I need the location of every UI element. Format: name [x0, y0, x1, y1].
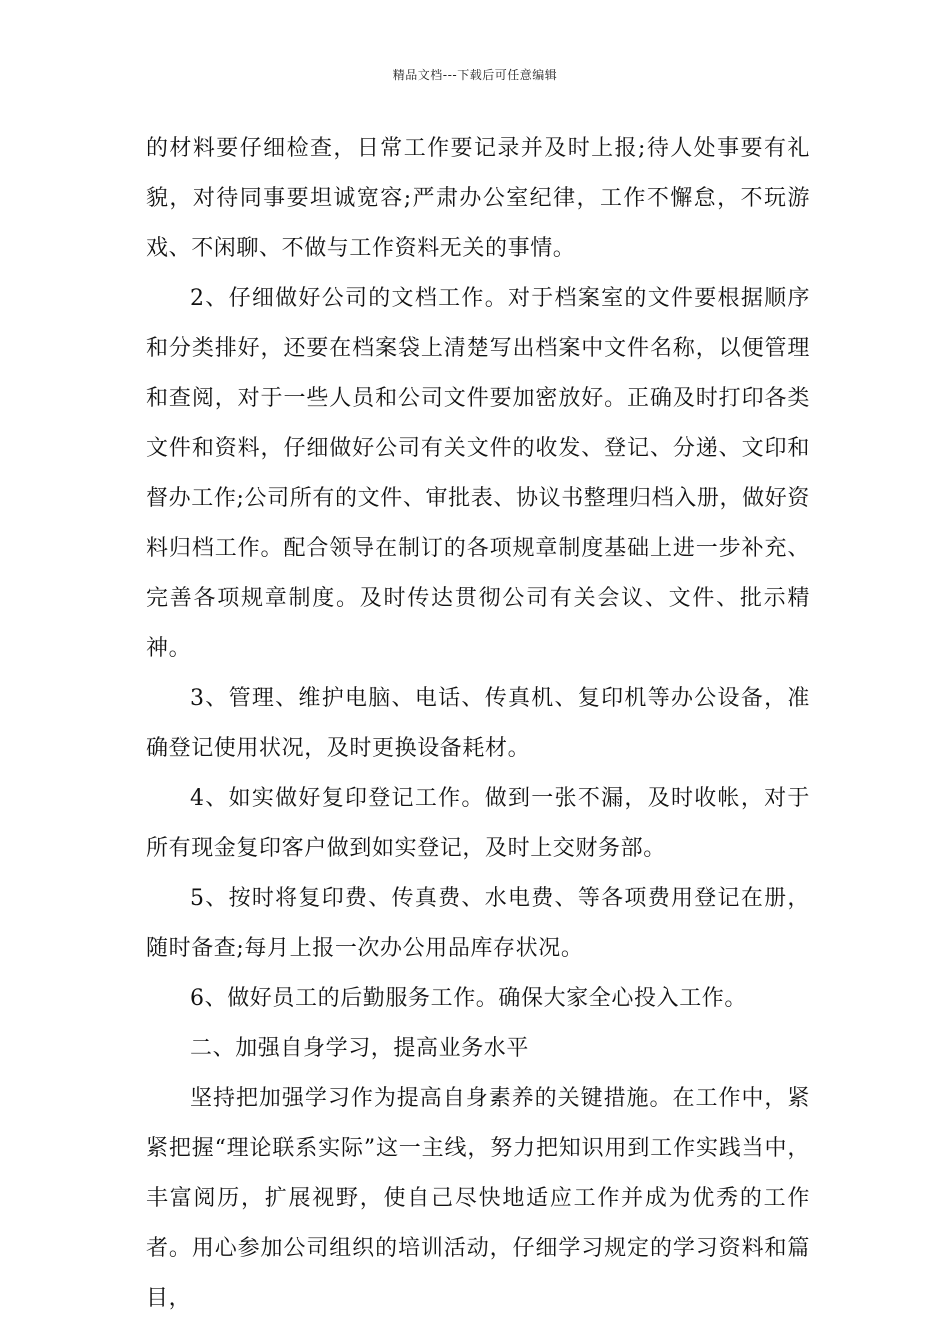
paragraph-item-2: 2、仔细做好公司的文档工作。对于档案室的文件要根据顺序和分类排好，还要在档案袋上清楚写出档案中文件名称，以便管理和查阅，对于一些人员和公司文件要加密放好。正确及时打印各类文件和资料，仔细做好公司有关文件的收发、登记、分递、文印和督办工作;公司所有的文件、审批表、协议书整理归档入册，做好资料归档工作。配合领导在制订的各项规章制度基础上进一步补充、完善各项规章制度。及时传达贯彻公司有关会议、文件、批示精神。 [146, 286, 810, 661]
paragraph-continuation: 的材料要仔细检查，日常工作要记录并及时上报;待人处事要有礼貌，对待同事要坦诚宽容;严肃办公室纪律，工作不懈怠，不玩游戏、不闲聊、不做与工作资料无关的事情。 [146, 136, 810, 261]
paragraph-item-5: 5、按时将复印费、传真费、水电费、等各项费用登记在册，随时备查;每月上报一次办公用品库存状况。 [146, 886, 810, 961]
paragraph-item-6: 6、做好员工的后勤服务工作。确保大家全心投入工作。 [190, 986, 747, 1011]
document-body [146, 124, 810, 1324]
paragraph-study: 坚持把加强学习作为提高自身素养的关键措施。在工作中，紧紧把握“理论联系实际”这一主线，努力把知识用到工作实践当中，丰富阅历，扩展视野，使自己尽快地适应工作并成为优秀的工作者。用心参加公司组织的培训活动，仔细学习规定的学习资料和篇目， [146, 1086, 810, 1311]
paragraph-item-4: 4、如实做好复印登记工作。做到一张不漏，及时收帐，对于所有现金复印客户做到如实登记，及时上交财务部。 [146, 786, 810, 861]
page-header: 精品文档---下载后可任意编辑 [392, 68, 558, 82]
section-heading: 二、加强自身学习，提高业务水平 [190, 1036, 530, 1061]
paragraph-item-3: 3、管理、维护电脑、电话、传真机、复印机等办公设备，准确登记使用状况，及时更换设备耗材。 [146, 686, 810, 761]
